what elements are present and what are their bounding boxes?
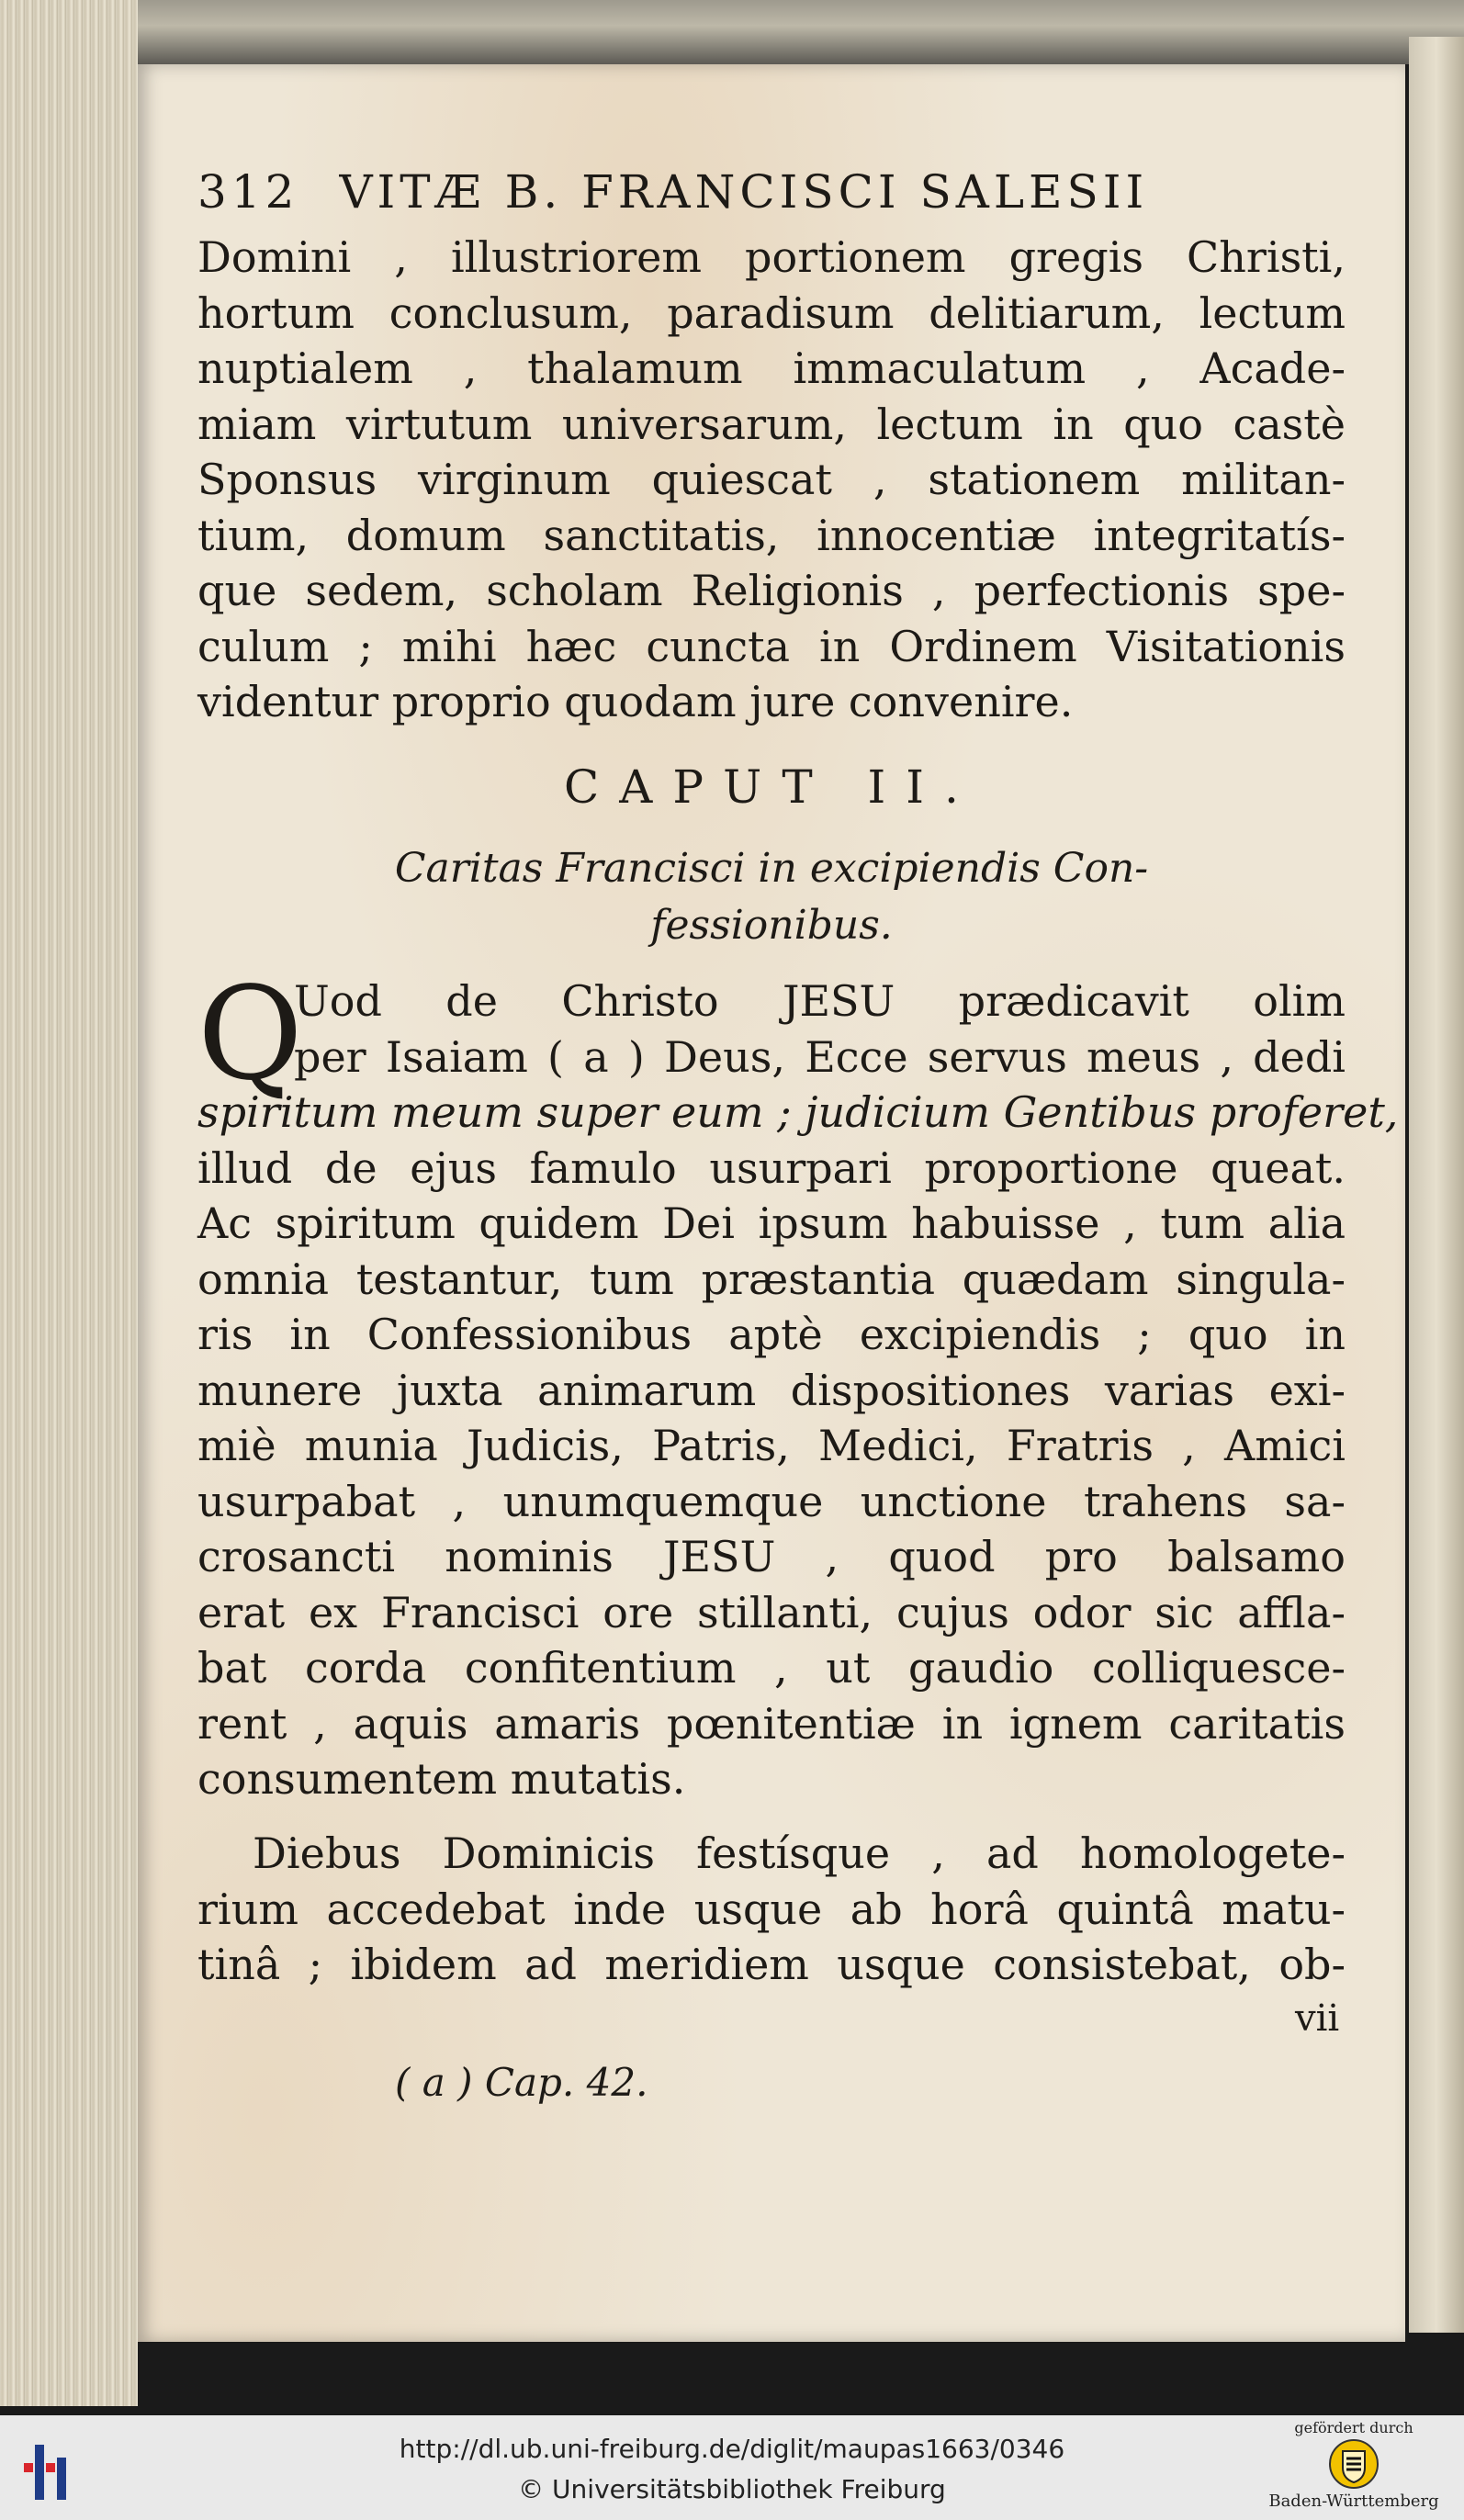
subtitle-line: fessionibus. xyxy=(650,902,893,949)
sponsor-label: gefördert durch xyxy=(1294,2419,1413,2436)
text-line: usurpabat , unumquemque unctione trahens sa- xyxy=(197,1476,1346,1526)
paragraph-3 xyxy=(197,1826,1346,1993)
text-line: bat corda confitentium , ut gaudio colliquesce- xyxy=(197,1643,1346,1693)
text-line: rium accedebat inde usque ab horâ quintâ matu- xyxy=(197,1884,1346,1934)
text-line: Diebus Dominicis festísque , ad homologete- xyxy=(253,1828,1346,1878)
chapter-subtitle xyxy=(276,840,1267,954)
chapter-heading: CAPUT II. xyxy=(564,760,979,814)
text-line: ris in Confessionibus aptè excipiendis ; quo in xyxy=(197,1310,1346,1359)
viewer-footer xyxy=(0,2415,1464,2520)
text-line: Sponsus virginum quiescat , stationem militan- xyxy=(197,455,1346,504)
text-line: culum ; mihi hæc cuncta in Ordinem Visitationis xyxy=(197,621,1346,671)
permalink-url[interactable]: http://dl.ub.uni-freiburg.de/diglit/maupas1663/0346 xyxy=(399,2434,1065,2464)
text-line: hortum conclusum, paradisum delitiarum, lectum xyxy=(197,287,1346,338)
subtitle-line: Caritas Francisci in excipiendis Con- xyxy=(394,845,1149,892)
text-line: Domini , illustriorem portionem gregis Christi, xyxy=(197,232,1346,282)
text-line: consumentem mutatis. xyxy=(197,1754,686,1804)
catchword: vii xyxy=(1295,1997,1340,2040)
paragraph-1 xyxy=(197,230,1346,730)
text-line: spiritum meum super eum ; judicium Gentibus proferet, xyxy=(197,1087,1399,1137)
book-page-stack-left xyxy=(0,0,138,2406)
text-line: crosancti nominis JESU , quod pro balsamo xyxy=(197,1532,1346,1581)
book-top-edge xyxy=(0,0,1464,64)
text-line: erat ex Francisci ore stillanti, cujus odor sic affla- xyxy=(197,1587,1346,1637)
running-title: VITÆ B. FRANCISCI SALESII xyxy=(339,165,1149,219)
text-line: Uod de Christo JESU prædicavit olim xyxy=(294,976,1346,1026)
text-line: Ac spiritum quidem Dei ipsum habuisse , tum alia xyxy=(197,1198,1346,1248)
copyright-text: © Universitätsbibliothek Freiburg xyxy=(518,2474,946,2504)
text-line: tium, domum sanctitatis, innocentiæ integritatís- xyxy=(197,510,1346,560)
text-line: miam virtutum universarum, lectum in quo castè xyxy=(197,399,1346,449)
coat-of-arms-icon xyxy=(1328,2438,1380,2490)
running-head xyxy=(197,165,1346,219)
page-number: 312 xyxy=(197,165,299,219)
text-line: munere juxta animarum dispositiones varias exi- xyxy=(197,1365,1346,1415)
paragraph-2 xyxy=(197,960,1399,1807)
text-line: videntur proprio quodam jure convenire. xyxy=(197,677,1074,726)
text-line: omnia testantur, tum præstantia quædam singula- xyxy=(197,1254,1346,1304)
text-line: nuptialem , thalamum immaculatum , Acade- xyxy=(197,343,1346,393)
footnote: ( a ) Cap. 42. xyxy=(395,2060,648,2105)
text-line: tinâ ; ibidem ad meridiem usque consistebat, ob- xyxy=(197,1940,1346,1989)
text-line: que sedem, scholam Religionis , perfectionis spe- xyxy=(197,566,1346,615)
book-page-stack-right xyxy=(1409,37,1464,2333)
text-line: per Isaiam ( a ) Deus, Ecce servus meus , dedi xyxy=(294,1031,1346,1082)
text-line: rent , aquis amaris pœnitentiæ in ignem caritatis xyxy=(197,1698,1346,1749)
text-line: illud de ejus famulo usurpari proportione queat. xyxy=(197,1142,1346,1193)
text-line: miè munia Judicis, Patris, Medici, Fratris , Amici xyxy=(197,1421,1346,1470)
drop-cap: Q xyxy=(197,960,303,1109)
sponsor-name: Baden-Württemberg xyxy=(1268,2492,1439,2511)
sponsor-logo xyxy=(1262,2419,1446,2518)
